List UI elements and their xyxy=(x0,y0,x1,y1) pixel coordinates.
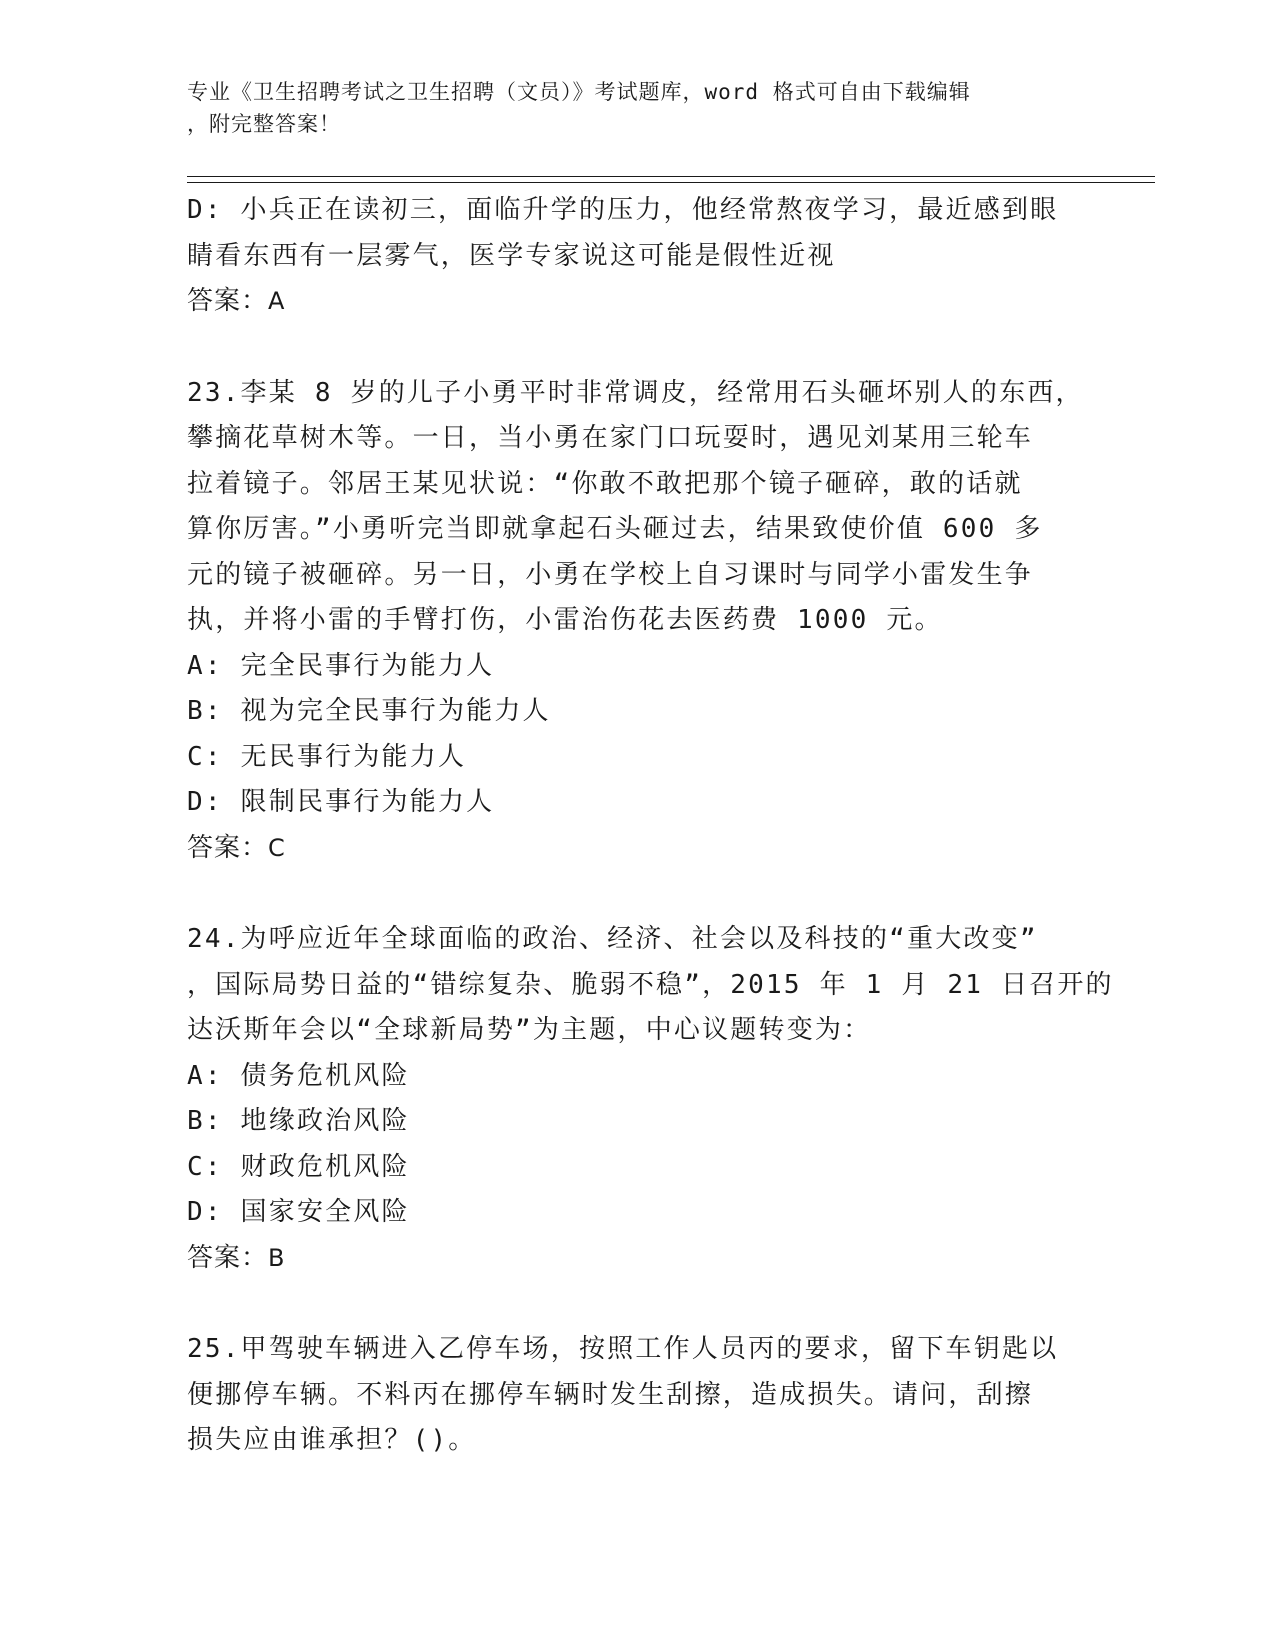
option-c: C: 无民事行为能力人 xyxy=(187,741,467,772)
header-divider-top xyxy=(187,176,1155,177)
question-content xyxy=(187,188,1114,1464)
option-b: B: 视为完全民事行为能力人 xyxy=(187,696,551,726)
answer-label: 答案： xyxy=(187,832,269,863)
answer-value: B xyxy=(268,1243,287,1272)
answer-label: 答案： xyxy=(187,1242,269,1273)
answer-line xyxy=(187,826,1087,872)
answer-label: 答案： xyxy=(187,286,269,316)
option-d-line: 睛看东西有一层雾气，医学专家说这可能是假性近视 xyxy=(187,240,836,271)
stem-line: 执，并将小雷的手臂打伤，小雷治伤花去医药费 1000 元。 xyxy=(187,605,943,635)
option-b: B: 地缘政治风险 xyxy=(187,1106,410,1136)
stem-line: 攀摘花草树木等。一日，当小勇在家门口玩耍时，遇见刘某用三轮车 xyxy=(187,423,1034,453)
question-24 xyxy=(187,917,1114,1281)
carryover-block xyxy=(187,188,1087,325)
stem-line: 算你厉害。”小勇听完当即就拿起石头砸过去，结果致使价值 600 多 xyxy=(187,514,1043,544)
stem-line: 拉着镜子。邻居王某见状说：“你敢不敢把那个镜子砸碎，敢的话就 xyxy=(187,468,1023,499)
stem-line: 损失应由谁承担？()。 xyxy=(187,1425,477,1455)
stem-line: 元的镜子被砸碎。另一日，小勇在学校上自习课时与同学小雷发生争 xyxy=(187,559,1034,590)
header-divider-bottom xyxy=(187,182,1155,183)
option-c: C: 财政危机风险 xyxy=(187,1151,410,1182)
option-d: D: 国家安全风险 xyxy=(187,1197,410,1227)
stem-line: ，国际局势日益的“错综复杂、脆弱不稳”，2015 年 1 月 21 日召开的 xyxy=(187,969,1114,1000)
option-d-line: D: 小兵正在读初三，面临升学的压力，他经常熬夜学习，最近感到眼 xyxy=(187,195,1059,225)
question-stem xyxy=(187,917,1114,1054)
stem-line: 25.甲驾驶车辆进入乙停车场，按照工作人员丙的要求，留下车钥匙以 xyxy=(187,1334,1059,1364)
stem-line: 便挪停车辆。不料丙在挪停车辆时发生刮擦，造成损失。请问，刮擦 xyxy=(187,1379,1034,1410)
answer-line xyxy=(187,279,1087,325)
question-stem xyxy=(187,371,1087,644)
stem-line: 24.为呼应近年全球面临的政治、经济、社会以及科技的“重大改变” xyxy=(187,924,1038,954)
option-a: A: 完全民事行为能力人 xyxy=(187,650,495,681)
option-d: D: 限制民事行为能力人 xyxy=(187,787,495,817)
stem-line: 达沃斯年会以“全球新局势”为主题，中心议题转变为： xyxy=(187,1015,872,1045)
answer-value: A xyxy=(268,287,287,315)
answer-value: C xyxy=(268,833,287,862)
option-a: A: 债务危机风险 xyxy=(187,1060,410,1091)
question-stem xyxy=(187,1327,1087,1464)
question-23 xyxy=(187,371,1087,872)
page-header xyxy=(187,76,1087,140)
header-line-2: ，附完整答案！ xyxy=(187,112,341,136)
stem-line: 23.李某 8 岁的儿子小勇平时非常调皮，经常用石头砸坏别人的东西， xyxy=(187,377,1084,408)
question-25 xyxy=(187,1327,1087,1464)
answer-line xyxy=(187,1236,1087,1282)
header-line-1: 专业《卫生招聘考试之卫生招聘（文员）》考试题库，word 格式可自由下载编辑 xyxy=(187,80,971,104)
option-d xyxy=(187,188,1087,279)
